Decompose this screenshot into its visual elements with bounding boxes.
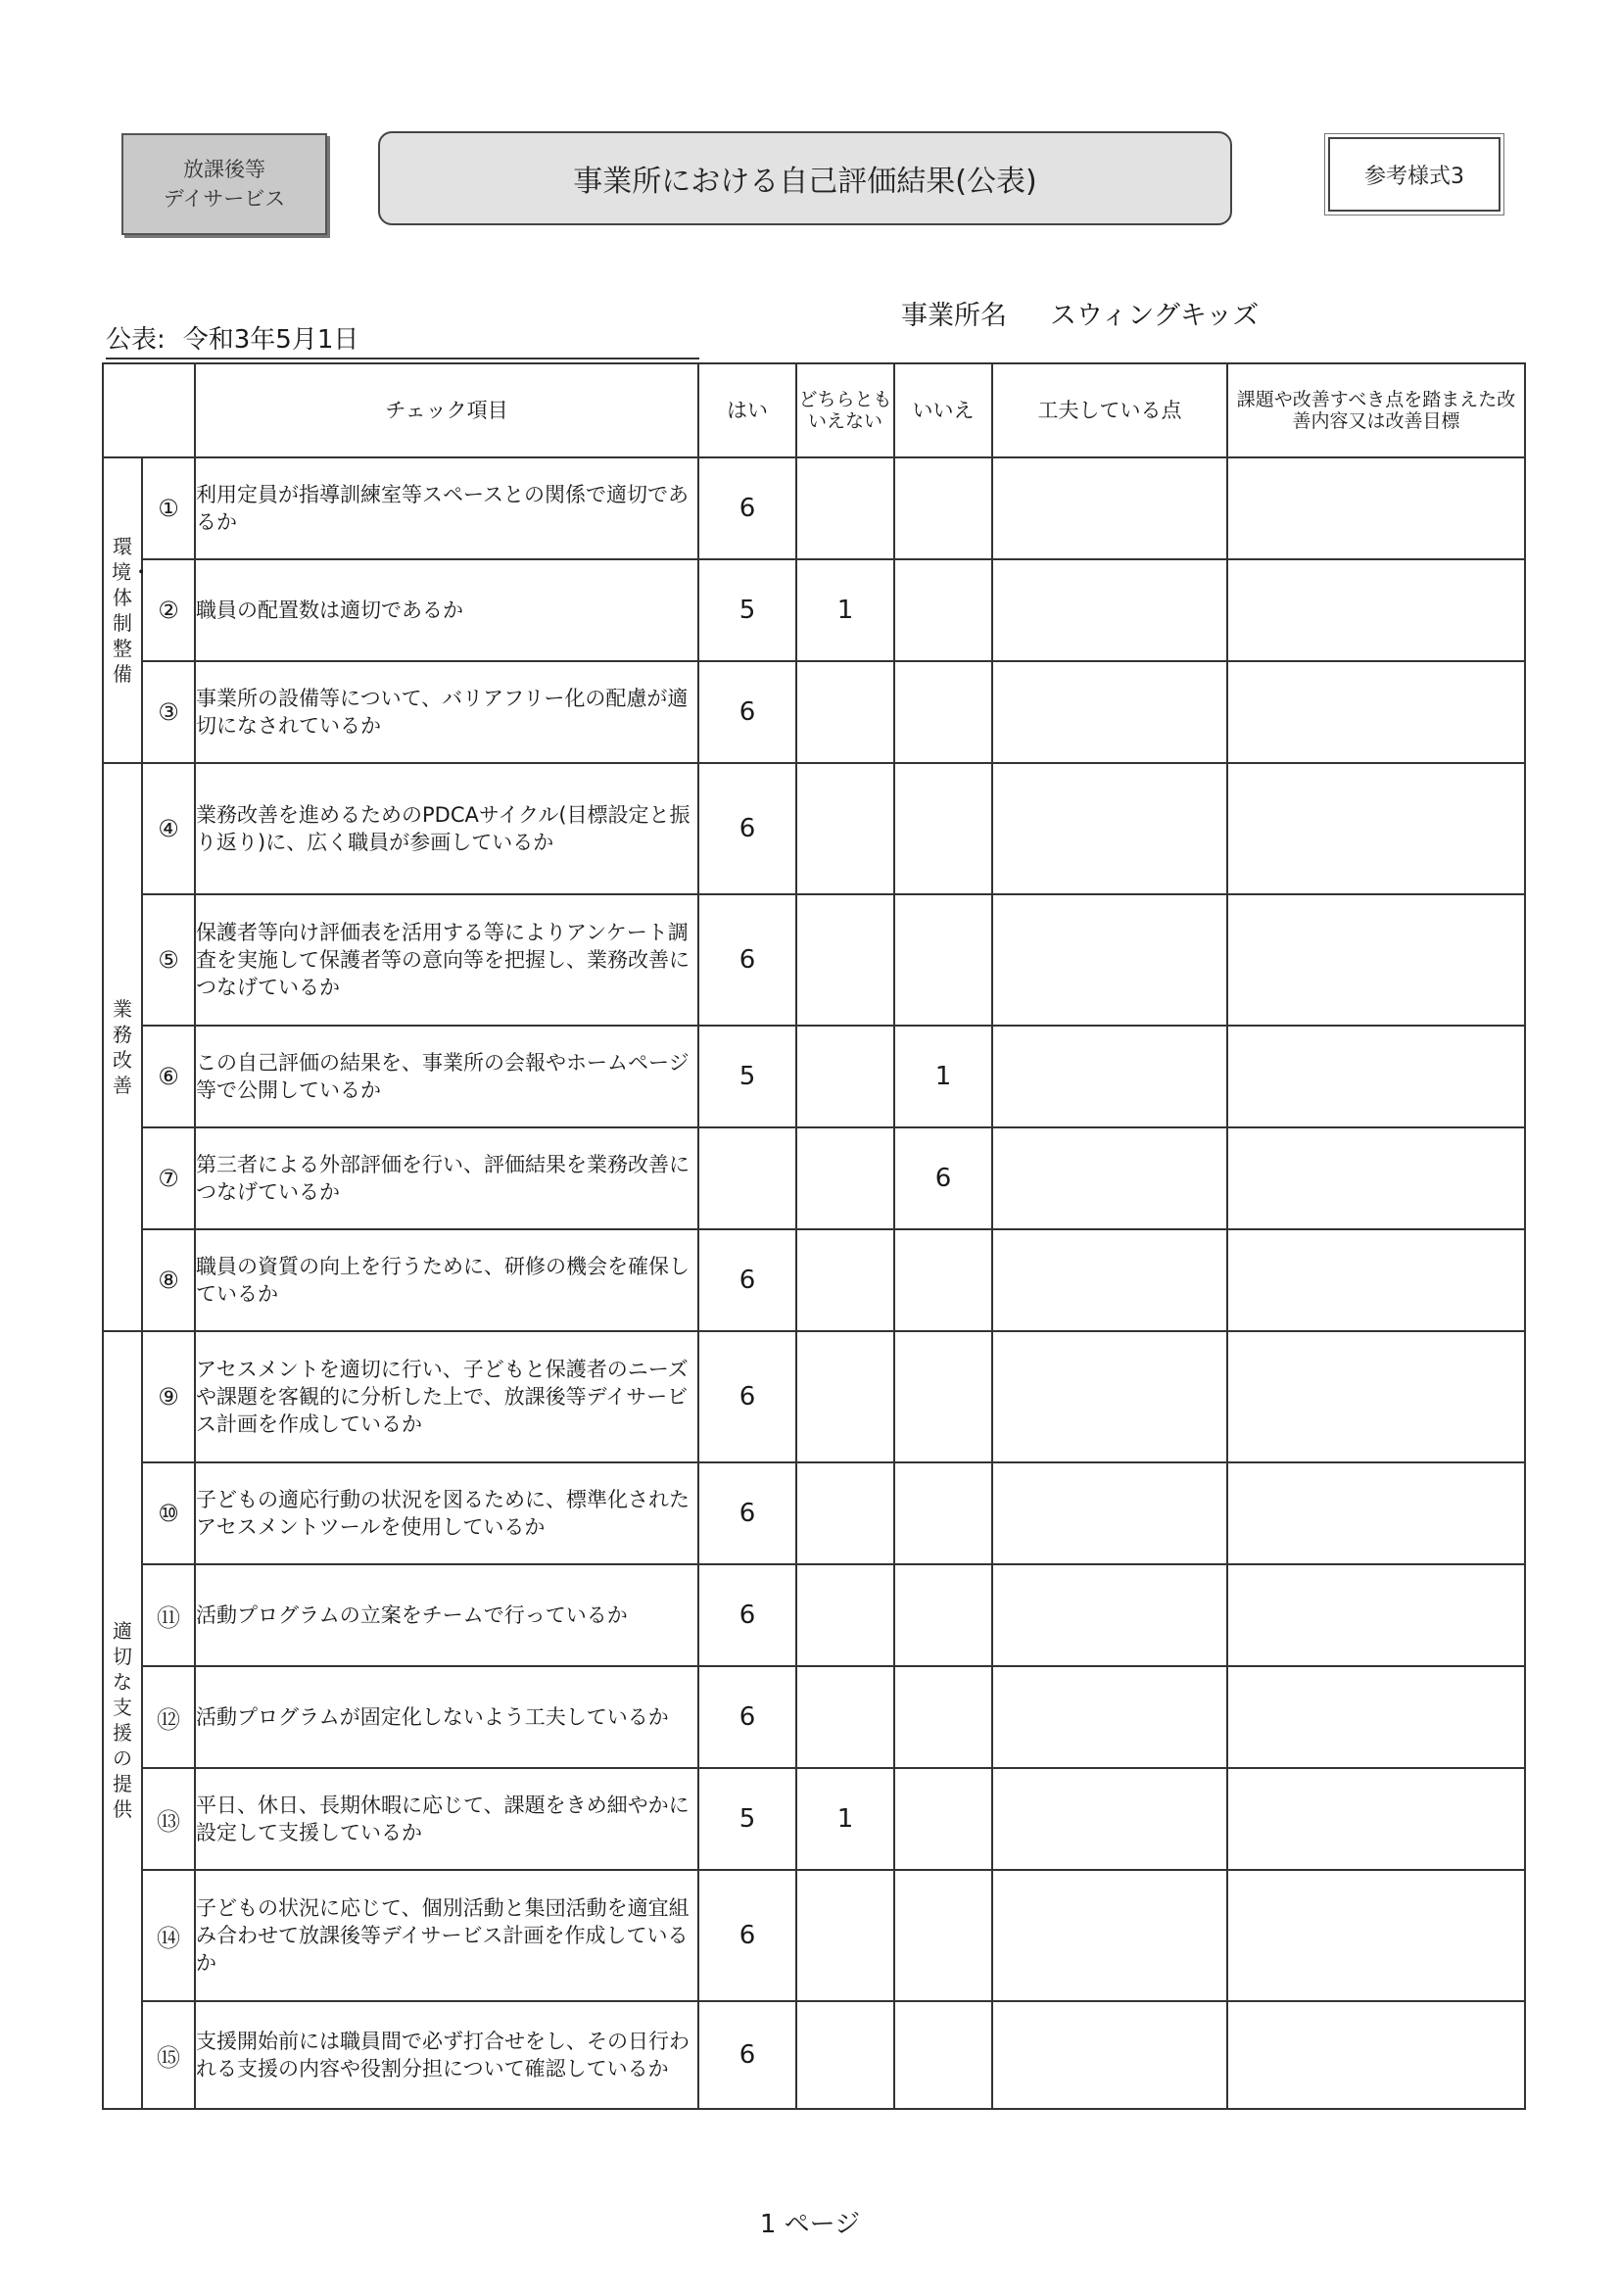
efforts-cell bbox=[992, 2001, 1227, 2109]
yes-count: 6 bbox=[698, 1331, 796, 1462]
no-count bbox=[894, 1331, 992, 1462]
yes-count: 6 bbox=[698, 763, 796, 894]
no-count bbox=[894, 2001, 992, 2109]
table-row bbox=[103, 1564, 1525, 1666]
yes-count: 6 bbox=[698, 661, 796, 763]
efforts-cell bbox=[992, 1026, 1227, 1127]
improvements-cell bbox=[1227, 1462, 1525, 1564]
service-type-label bbox=[121, 133, 327, 235]
page-number: 1 ページ bbox=[759, 2210, 861, 2239]
table-header-row bbox=[103, 363, 1525, 457]
no-count bbox=[894, 894, 992, 1026]
check-item-text: 平日、休日、長期休暇に応じて、課題をきめ細やかに設定して支援しているか bbox=[195, 1768, 698, 1870]
table-row bbox=[103, 1026, 1525, 1127]
no-count bbox=[894, 457, 992, 559]
yes-count: 6 bbox=[698, 1564, 796, 1666]
efforts-cell bbox=[992, 1229, 1227, 1331]
header-no: いいえ bbox=[894, 363, 992, 457]
no-count bbox=[894, 1870, 992, 2001]
neither-count: 1 bbox=[796, 1768, 894, 1870]
check-item-text: 支援開始前には職員間で必ず打合せをし、その日行われる支援の内容や役割分担について確認しているか bbox=[195, 2001, 698, 2109]
no-count bbox=[894, 1564, 992, 1666]
improvements-cell bbox=[1227, 1768, 1525, 1870]
yes-count: 6 bbox=[698, 1666, 796, 1768]
row-number: ⑥ bbox=[142, 1026, 195, 1127]
row-number: ④ bbox=[142, 763, 195, 894]
check-item-text: 活動プログラムの立案をチームで行っているか bbox=[195, 1564, 698, 1666]
category-appropriate-support: 適切な支援の提供 bbox=[103, 1331, 142, 2109]
neither-count bbox=[796, 1462, 894, 1564]
service-type-line2: デイサービス bbox=[163, 187, 286, 211]
no-count bbox=[894, 763, 992, 894]
efforts-cell bbox=[992, 1564, 1227, 1666]
row-number: ⑤ bbox=[142, 894, 195, 1026]
check-item-text: この自己評価の結果を、事業所の会報やホームページ等で公開しているか bbox=[195, 1026, 698, 1127]
yes-count: 6 bbox=[698, 457, 796, 559]
table-row bbox=[103, 1127, 1525, 1229]
publication-date-line bbox=[106, 319, 699, 359]
no-count bbox=[894, 559, 992, 661]
neither-count bbox=[796, 1666, 894, 1768]
form-number-label: 参考様式3 bbox=[1328, 137, 1501, 212]
table-row bbox=[103, 457, 1525, 559]
table-row bbox=[103, 1768, 1525, 1870]
table-row bbox=[103, 559, 1525, 661]
check-item-text: 活動プログラムが固定化しないよう工夫しているか bbox=[195, 1666, 698, 1768]
efforts-cell bbox=[992, 1331, 1227, 1462]
neither-count: 1 bbox=[796, 559, 894, 661]
yes-count: 5 bbox=[698, 559, 796, 661]
document-title: 事業所における自己評価結果(公表) bbox=[378, 131, 1232, 225]
row-number: ⑮ bbox=[142, 2001, 195, 2109]
table-row bbox=[103, 763, 1525, 894]
header-improvements: 課題や改善すべき点を踏まえた改善内容又は改善目標 bbox=[1227, 363, 1525, 457]
yes-count: 6 bbox=[698, 1870, 796, 2001]
header-yes: はい bbox=[698, 363, 796, 457]
no-count bbox=[894, 1462, 992, 1564]
row-number: ⑪ bbox=[142, 1564, 195, 1666]
yes-count: 6 bbox=[698, 894, 796, 1026]
check-item-text: 利用定員が指導訓練室等スペースとの関係で適切であるか bbox=[195, 457, 698, 559]
evaluation-table bbox=[102, 362, 1526, 2110]
efforts-cell bbox=[992, 559, 1227, 661]
publication-date: 令和3年5月1日 bbox=[182, 325, 359, 355]
office-name-line bbox=[901, 294, 1259, 332]
efforts-cell bbox=[992, 1462, 1227, 1564]
check-item-text: 第三者による外部評価を行い、評価結果を業務改善につなげているか bbox=[195, 1127, 698, 1229]
yes-count bbox=[698, 1127, 796, 1229]
improvements-cell bbox=[1227, 1127, 1525, 1229]
efforts-cell bbox=[992, 1870, 1227, 2001]
table-row bbox=[103, 894, 1525, 1026]
improvements-cell bbox=[1227, 1229, 1525, 1331]
header-efforts: 工夫している点 bbox=[992, 363, 1227, 457]
neither-count bbox=[796, 457, 894, 559]
category-environment: 環境・体制整備 bbox=[103, 457, 142, 763]
efforts-cell bbox=[992, 763, 1227, 894]
publication-label: 公表: bbox=[106, 325, 166, 355]
improvements-cell bbox=[1227, 1870, 1525, 2001]
neither-count bbox=[796, 1229, 894, 1331]
neither-count bbox=[796, 1331, 894, 1462]
improvements-cell bbox=[1227, 1564, 1525, 1666]
improvements-cell bbox=[1227, 661, 1525, 763]
neither-count bbox=[796, 894, 894, 1026]
improvements-cell bbox=[1227, 559, 1525, 661]
efforts-cell bbox=[992, 1127, 1227, 1229]
header-neither: どちらともいえない bbox=[796, 363, 894, 457]
efforts-cell bbox=[992, 661, 1227, 763]
no-count bbox=[894, 1768, 992, 1870]
header-check-item: チェック項目 bbox=[195, 363, 698, 457]
check-item-text: 業務改善を進めるためのPDCAサイクル(目標設定と振り返り)に、広く職員が参画しているか bbox=[195, 763, 698, 894]
no-count bbox=[894, 1229, 992, 1331]
row-number: ③ bbox=[142, 661, 195, 763]
row-number: ⑬ bbox=[142, 1768, 195, 1870]
check-item-text: アセスメントを適切に行い、子どもと保護者のニーズや課題を客観的に分析した上で、放課後等デイサービス計画を作成しているか bbox=[195, 1331, 698, 1462]
yes-count: 5 bbox=[698, 1026, 796, 1127]
neither-count bbox=[796, 661, 894, 763]
no-count bbox=[894, 1666, 992, 1768]
row-number: ⑩ bbox=[142, 1462, 195, 1564]
row-number: ⑧ bbox=[142, 1229, 195, 1331]
row-number: ⑨ bbox=[142, 1331, 195, 1462]
improvements-cell bbox=[1227, 763, 1525, 894]
check-item-text: 保護者等向け評価表を活用する等によりアンケート調査を実施して保護者等の意向等を把握し、業務改善につなげているか bbox=[195, 894, 698, 1026]
table-row bbox=[103, 1462, 1525, 1564]
check-item-text: 子どもの状況に応じて、個別活動と集団活動を適宜組み合わせて放課後等デイサービス計画を作成しているか bbox=[195, 1870, 698, 2001]
improvements-cell bbox=[1227, 2001, 1525, 2109]
yes-count: 6 bbox=[698, 1462, 796, 1564]
table-row bbox=[103, 1870, 1525, 2001]
efforts-cell bbox=[992, 1666, 1227, 1768]
neither-count bbox=[796, 763, 894, 894]
improvements-cell bbox=[1227, 457, 1525, 559]
yes-count: 6 bbox=[698, 2001, 796, 2109]
yes-count: 5 bbox=[698, 1768, 796, 1870]
category-business-improvement: 業務改善 bbox=[103, 763, 142, 1331]
no-count: 6 bbox=[894, 1127, 992, 1229]
improvements-cell bbox=[1227, 1666, 1525, 1768]
no-count bbox=[894, 661, 992, 763]
office-name-label: 事業所名 bbox=[901, 301, 1007, 331]
neither-count bbox=[796, 2001, 894, 2109]
service-type-line1: 放課後等 bbox=[183, 158, 265, 181]
header-blank-cell bbox=[103, 363, 195, 457]
row-number: ⑭ bbox=[142, 1870, 195, 2001]
row-number: ① bbox=[142, 457, 195, 559]
neither-count bbox=[796, 1127, 894, 1229]
improvements-cell bbox=[1227, 1026, 1525, 1127]
check-item-text: 職員の資質の向上を行うために、研修の機会を確保しているか bbox=[195, 1229, 698, 1331]
improvements-cell bbox=[1227, 1331, 1525, 1462]
efforts-cell bbox=[992, 457, 1227, 559]
table-row bbox=[103, 1666, 1525, 1768]
office-name: スウィングキッズ bbox=[1050, 301, 1260, 331]
efforts-cell bbox=[992, 894, 1227, 1026]
table-row bbox=[103, 661, 1525, 763]
check-item-text: 事業所の設備等について、バリアフリー化の配慮が適切になされているか bbox=[195, 661, 698, 763]
yes-count: 6 bbox=[698, 1229, 796, 1331]
table-row bbox=[103, 1331, 1525, 1462]
improvements-cell bbox=[1227, 894, 1525, 1026]
check-item-text: 職員の配置数は適切であるか bbox=[195, 559, 698, 661]
row-number: ⑫ bbox=[142, 1666, 195, 1768]
neither-count bbox=[796, 1026, 894, 1127]
no-count: 1 bbox=[894, 1026, 992, 1127]
neither-count bbox=[796, 1870, 894, 2001]
efforts-cell bbox=[992, 1768, 1227, 1870]
neither-count bbox=[796, 1564, 894, 1666]
check-item-text: 子どもの適応行動の状況を図るために、標準化されたアセスメントツールを使用しているか bbox=[195, 1462, 698, 1564]
table-row bbox=[103, 1229, 1525, 1331]
row-number: ② bbox=[142, 559, 195, 661]
table-row bbox=[103, 2001, 1525, 2109]
row-number: ⑦ bbox=[142, 1127, 195, 1229]
